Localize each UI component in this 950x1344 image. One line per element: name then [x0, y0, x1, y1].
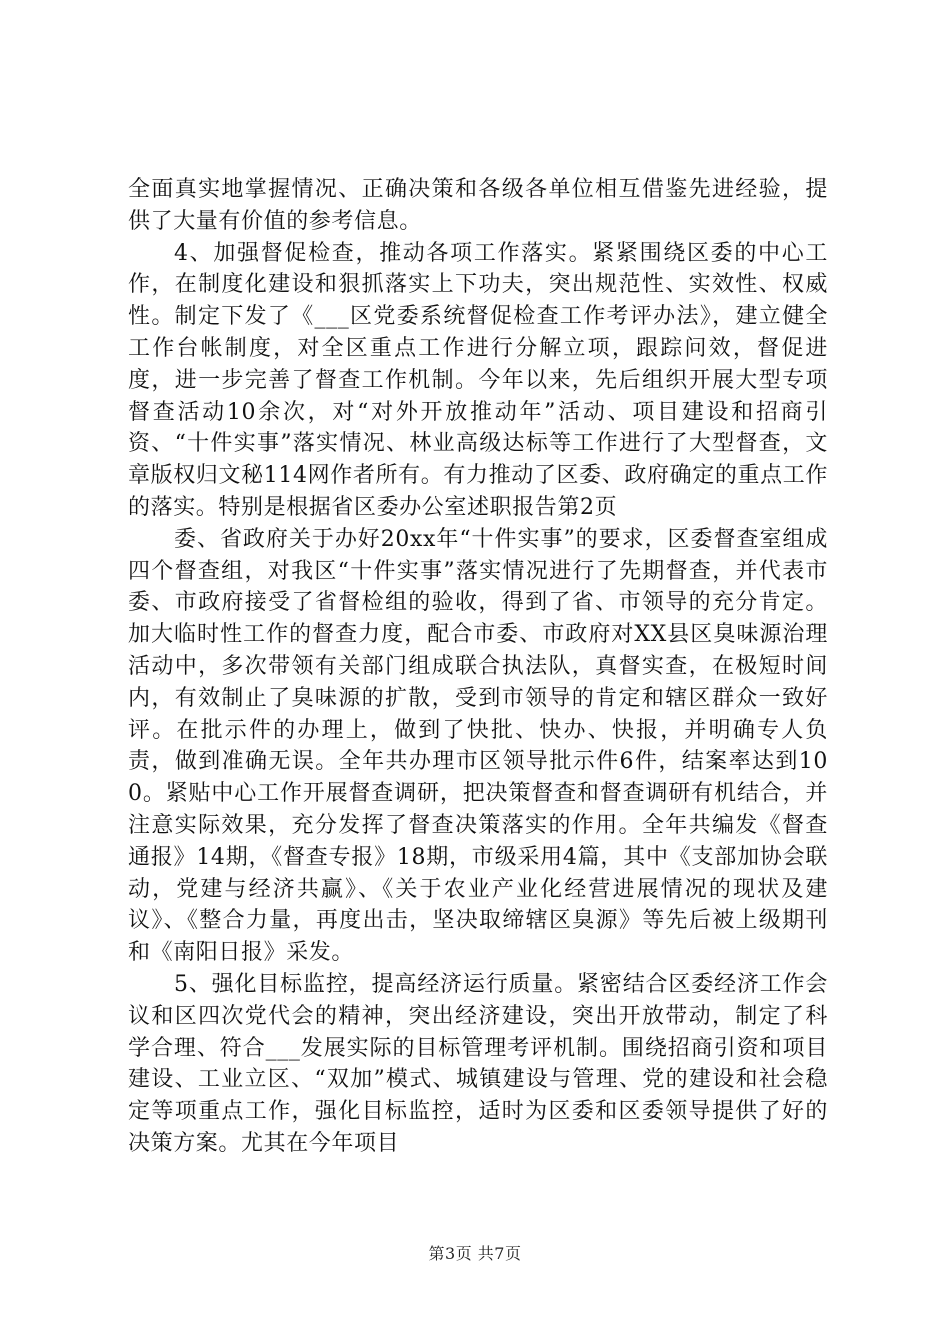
page-number-footer: 第3页 共7页	[428, 1244, 522, 1263]
paragraph-3: 委、省政府关于办好20xx年“十件实事”的要求，区委督查室组成四个督查组，对我区“十件实事”落实情况进行了先期督查，并代表市委、市政府接受了省督检组的验收，得到了省、市领导的充分肯定。加大临时性工作的督查力度，配合市委、市政府对XX县区臭味源治理活动中，多次带领有关部门组成联合执法队，真督实查，在极短时间内，有效制止了臭味源的扩散，受到市领导的肯定和辖区群众一致好评。在批示件的办理上，做到了快批、快办、快报，并明确专人负责，做到准确无误。全年共办理市区领导批示件6件，结案率达到100。紧贴中心工作开展督查调研，把决策督查和督查调研有机结合，并注意实际效果，充分发挥了督查决策落实的作用。全年共编发《督查通报》14期，《督查专报》18期，市级采用4篇，其中《支部加协会联动，党建与经济共赢》、《关于农业产业化经营进展情况的现状及建议》、《整合力量，再度出击，坚决取缔辖区臭源》等先后被上级期刊和《南阳日报》采发。	[128, 526, 828, 966]
paragraph-4: 5、强化目标监控，提高经济运行质量。紧密结合区委经济工作会议和区四次党代会的精神，突出经济建设，突出开放带动，制定了科学合理、符合___发展实际的目标管理考评机制。围绕招商引资和项目建设、工业立区、“双加”模式、城镇建设与管理、党的建设和社会稳定等项重点工作，强化目标监控，适时为区委和区委领导提供了好的决策方案。尤其在今年项目	[128, 971, 828, 1156]
paragraph-1: 全面真实地掌握情况、正确决策和各级各单位相互借鉴先进经验，提供了大量有价值的参考信息。	[128, 177, 828, 234]
paragraph-2: 4、加强督促检查，推动各项工作落实。紧紧围绕区委的中心工作，在制度化建设和狠抓落实上下功夫，突出规范性、实效性、权威性。制定下发了《___区党委系统督促检查工作考评办法》，建立健全工作台帐制度，对全区重点工作进行分解立项，跟踪问效，督促进度，进一步完善了督查工作机制。今年以来，先后组织开展大型专项督查活动10余次，对“对外开放推动年”活动、项目建设和招商引资、“十件实事”落实情况、林业高级达标等工作进行了大型督查，文章版权归文秘114网作者所有。有力推动了区委、政府确定的重点工作的落实。特别是根据省区委办公室述职报告第2页	[128, 240, 828, 520]
document-body	[128, 174, 828, 1160]
